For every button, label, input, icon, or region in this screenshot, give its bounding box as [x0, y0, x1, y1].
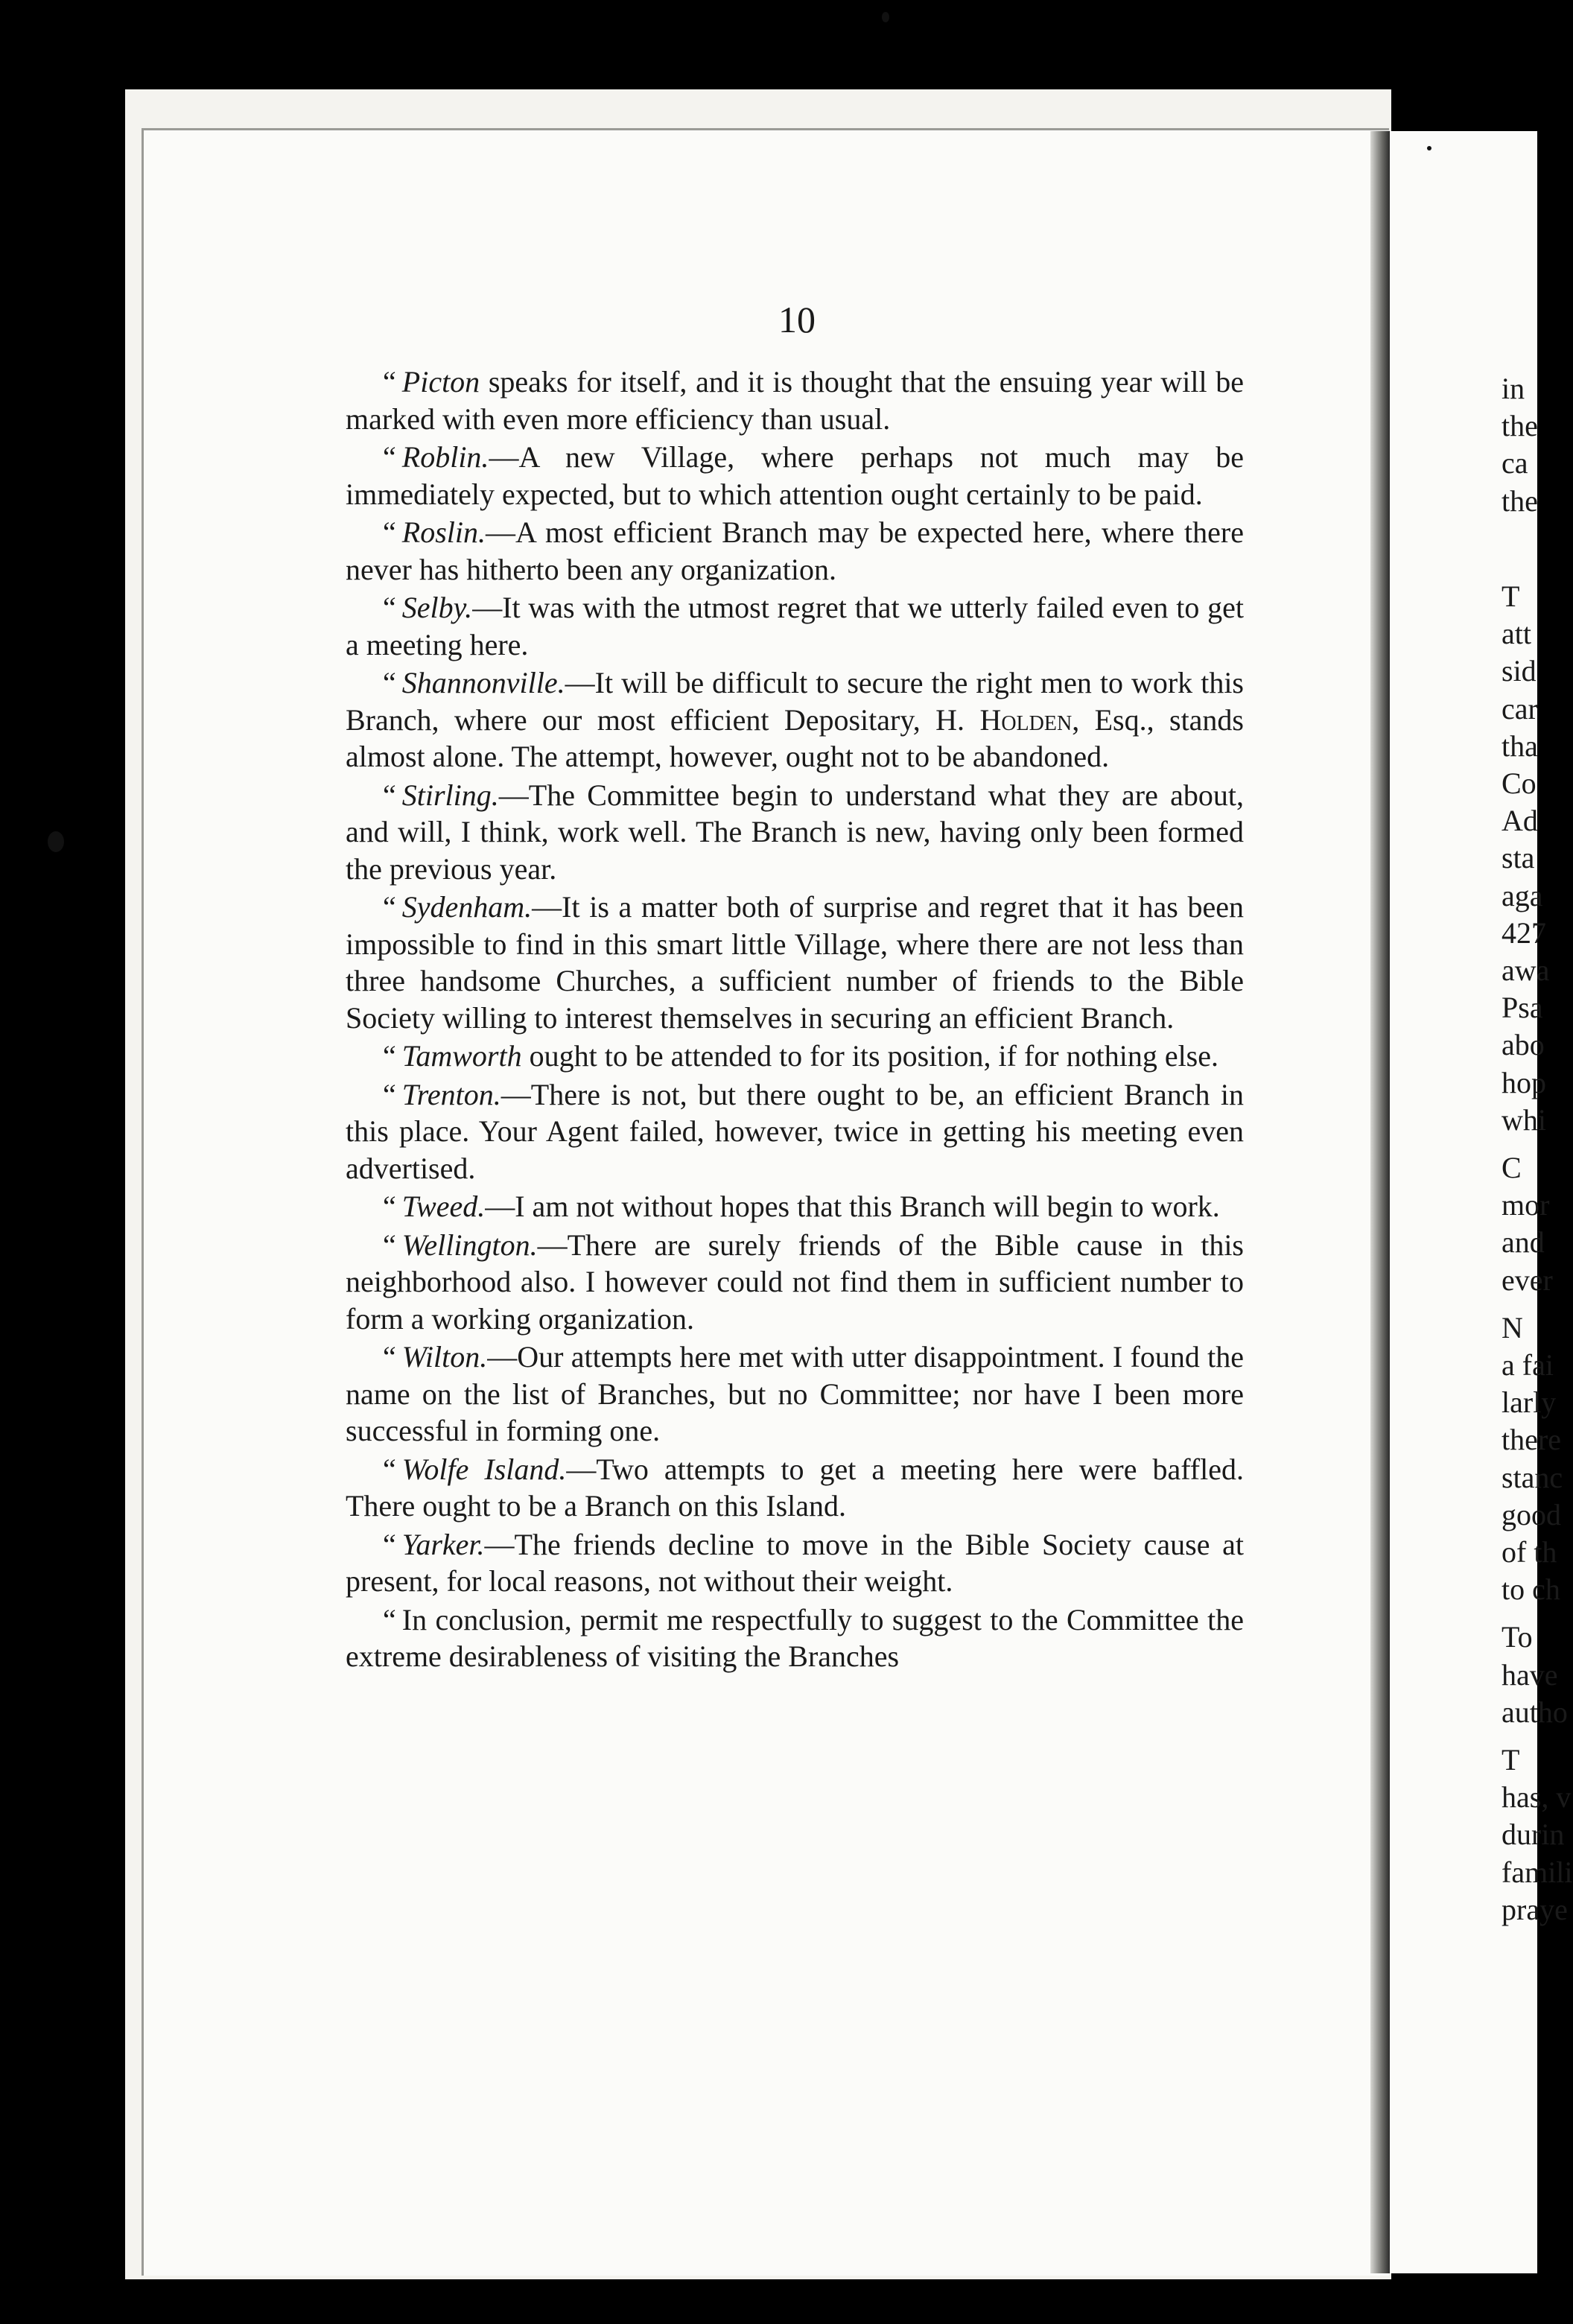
paragraph	[346, 363, 1244, 437]
facing-page-fragment: to ch	[1502, 1572, 1560, 1607]
place-name: Yarker.	[401, 1527, 485, 1561]
book-gutter	[1370, 131, 1390, 2273]
open-quote: “	[383, 666, 396, 699]
place-name: Wolfe Island.	[401, 1452, 567, 1486]
paragraph-text: —It was with the utmost regret that we utterly failed even to get a meeting here.	[346, 591, 1244, 661]
paragraph-text: —Two attempts to get a meeting here were baffled. There ought to be a Branch on this Island.	[346, 1452, 1244, 1523]
paragraph	[346, 664, 1244, 775]
scan-speck	[882, 12, 889, 22]
facing-page-fragment: aga	[1502, 878, 1543, 912]
facing-page-fragment: durin	[1502, 1817, 1565, 1852]
paragraph-text: —A most efficient Branch may be expected here, where there never has hitherto been any organization.	[346, 515, 1244, 586]
facing-page-fragment: N	[1502, 1310, 1523, 1344]
paragraph-text: —The Committee begin to understand what they are about, and will, I think, work well. The Branch is new, having only been formed the previous year.	[346, 778, 1244, 886]
paragraph	[346, 777, 1244, 888]
place-name: Tweed.	[401, 1190, 486, 1223]
paragraph	[346, 1227, 1244, 1338]
paragraph-text: In conclusion, permit me respectfully to suggest to the Committee the extreme desirableness of visiting the Branches	[346, 1602, 1244, 1673]
facing-page-fragment: in	[1502, 372, 1525, 405]
body-text	[346, 363, 1244, 1677]
place-name: Roblin.	[401, 440, 489, 474]
place-name: Picton	[401, 365, 480, 399]
facing-page-fragment: of th	[1502, 1535, 1557, 1569]
facing-page-fragment: hop	[1502, 1065, 1546, 1099]
place-name: Tamworth	[401, 1039, 522, 1073]
facing-page-fragment: abo	[1502, 1028, 1545, 1062]
open-quote: “	[383, 515, 396, 549]
place-name: Selby.	[401, 591, 473, 624]
facing-page-fragment: Psa	[1502, 991, 1543, 1025]
paragraph-text: —It is a matter both of surprise and regret that it has been impossible to find in this smart little Village, where there are not less than three handsome Churches, a sufficient number of friends to the Bible Society willing to interest themselves in securing an efficient Branch.	[346, 890, 1244, 1035]
facing-page-fragment: good	[1502, 1497, 1561, 1531]
facing-page-fragment: larly	[1502, 1385, 1557, 1420]
paragraph	[346, 1526, 1244, 1600]
scan-speck	[48, 831, 64, 852]
facing-page-fragment: have	[1502, 1657, 1558, 1692]
facing-page-fragment: T	[1502, 580, 1520, 613]
place-name: Wilton.	[401, 1340, 488, 1374]
place-name: Shannonville.	[401, 666, 565, 699]
facing-page-fragment: autho	[1502, 1695, 1568, 1729]
paragraph	[346, 589, 1244, 663]
paragraph	[346, 514, 1244, 588]
facing-page-fragment: T	[1502, 1743, 1520, 1777]
open-quote: “	[383, 1452, 396, 1486]
facing-page-fragment: tha	[1502, 728, 1538, 763]
open-quote: “	[383, 1228, 396, 1262]
facing-page-fragment: praye	[1502, 1892, 1568, 1926]
person-name: Holden	[979, 702, 1072, 737]
paragraph-text: —It will be difficult to secure the right men to work this Branch, where our most efficient Depositary, H.	[346, 666, 1244, 737]
open-quote: “	[383, 1077, 396, 1111]
paragraph-text: —Our attempts here met with utter disappointment. I found the name on the list of Branches, but no Committee; nor have I been more successful in forming one.	[346, 1340, 1244, 1447]
open-quote: “	[383, 1602, 396, 1636]
facing-page-fragment: 427	[1502, 915, 1546, 950]
open-quote: “	[383, 365, 396, 399]
open-quote: “	[383, 890, 396, 924]
place-name: Roslin.	[401, 515, 486, 549]
facing-page-fragment: sta	[1502, 841, 1535, 875]
paragraph-text: —There are surely friends of the Bible cause in this neighborhood also. I however could not find them in sufficient number to form a working organization.	[346, 1228, 1244, 1336]
open-quote: “	[383, 591, 396, 624]
facing-page-fragment: awa	[1502, 953, 1550, 987]
facing-page-fragment: the	[1502, 409, 1538, 443]
open-quote: “	[383, 1527, 396, 1561]
paragraph-text: —A new Village, where perhaps not much may be immediately expected, but to which attention ought certainly to be paid.	[346, 440, 1244, 511]
facing-page-fragment: and	[1502, 1225, 1545, 1260]
facing-page-fragment: the	[1502, 483, 1538, 518]
facing-page-fragment: To	[1502, 1620, 1533, 1654]
facing-page-fragment: ca	[1502, 446, 1528, 480]
facing-page-fragment: stanc	[1502, 1460, 1563, 1494]
facing-page-fragment: C	[1502, 1151, 1522, 1184]
open-quote: “	[383, 1039, 396, 1073]
paragraph	[346, 1451, 1244, 1525]
facing-page-fragment: sid	[1502, 654, 1537, 688]
facing-page-fragment: att	[1502, 617, 1531, 651]
facing-page-fragment: ever	[1502, 1263, 1553, 1297]
facing-page-fragment: there	[1502, 1423, 1561, 1457]
paragraph	[346, 1601, 1244, 1675]
open-quote: “	[383, 1190, 396, 1223]
paragraph	[346, 1038, 1244, 1075]
facing-page-fragment: has, v	[1502, 1780, 1572, 1815]
paragraph-text: ought to be attended to for its position, if for nothing else.	[521, 1039, 1219, 1073]
paragraph	[346, 439, 1244, 512]
paragraph-text: , Esq., stands almost alone. The attempt, however, ought not to be abandoned.	[346, 702, 1244, 773]
place-name: Sydenham.	[401, 890, 533, 924]
place-name: Wellington.	[401, 1228, 538, 1262]
paragraph-text: —There is not, but there ought to be, an efficient Branch in this place. Your Agent failed, however, twice in getting his meeting even advertised.	[346, 1077, 1244, 1185]
facing-page-fragment: famili	[1502, 1855, 1573, 1889]
facing-page-fragment: a fai	[1502, 1348, 1554, 1382]
paragraph	[346, 889, 1244, 1036]
facing-page-fragment: Ad	[1502, 804, 1538, 838]
facing-page-fragment: mor	[1502, 1188, 1550, 1222]
paragraph-text: —The friends decline to move in the Bible Society cause at present, for local reasons, not without their weight.	[346, 1527, 1244, 1598]
page-number: 10	[778, 299, 816, 340]
open-quote: “	[383, 440, 396, 474]
place-name: Stirling.	[401, 778, 499, 812]
facing-page-fragment: car	[1502, 691, 1538, 726]
scan-speck	[1427, 146, 1431, 150]
open-quote: “	[383, 1340, 396, 1374]
facing-page-fragment: Co	[1502, 766, 1537, 800]
paragraph	[346, 1188, 1244, 1225]
paragraph	[346, 1339, 1244, 1450]
place-name: Trenton.	[401, 1077, 501, 1111]
paragraph-text: speaks for itself, and it is thought that the ensuing year will be marked with even more efficiency than usual.	[346, 365, 1244, 436]
facing-page-fragment: whi	[1502, 1102, 1546, 1137]
paragraph-text: —I am not without hopes that this Branch will begin to work.	[485, 1190, 1220, 1223]
open-quote: “	[383, 778, 396, 812]
paragraph	[346, 1076, 1244, 1187]
